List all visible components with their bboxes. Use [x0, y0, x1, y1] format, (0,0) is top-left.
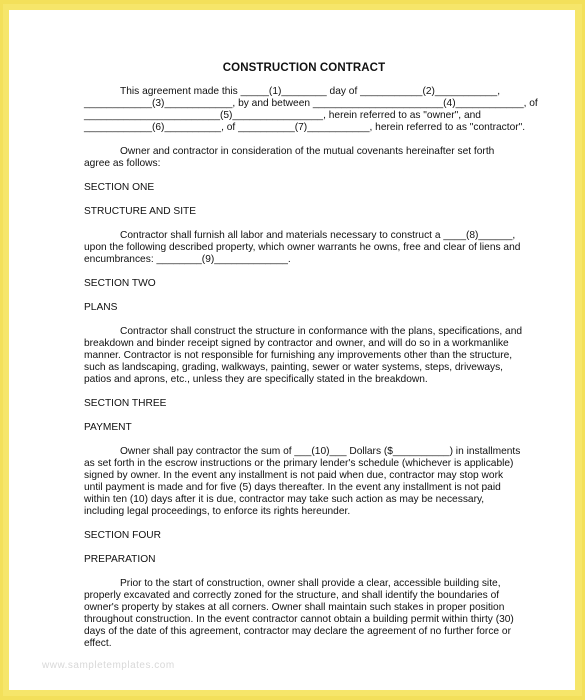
payment-line: signed by owner. In the event any installment is not paid when due, contractor may stop work: [84, 470, 504, 481]
intro-line: ________________________(5)________________, herein referred to as "owner", and: [84, 110, 481, 121]
payment-line: until payment is made and for five (5) days thereafter. In the event any installment is not paid: [84, 482, 501, 493]
consideration-paragraph: [84, 146, 524, 170]
document-page: [9, 10, 575, 690]
section-one-heading: SECTION ONE: [84, 182, 155, 193]
structure-paragraph: [84, 230, 524, 266]
payment-line: within ten (10) days after it is due, contractor may take such action as may be necessary,: [84, 494, 485, 505]
payment-line: Owner shall pay contractor the sum of ___(10)___ Dollars ($__________) in installments: [120, 446, 521, 457]
intro-paragraph: [84, 86, 538, 134]
intro-line: ____________(3)____________, by and between _______________________(4)____________, of: [84, 98, 538, 109]
plans-line: Contractor shall construct the structure in conformance with the plans, specifications, and: [120, 326, 523, 337]
preparation-line: Prior to the start of construction, owner shall provide a clear, accessible building site,: [120, 578, 501, 589]
section-three-heading: SECTION THREE: [84, 398, 167, 409]
plans-heading: PLANS: [84, 302, 118, 313]
preparation-heading: PREPARATION: [84, 554, 156, 565]
consideration-line: agree as follows:: [84, 158, 161, 169]
page-frame: [3, 4, 582, 696]
section-two-heading: SECTION TWO: [84, 278, 156, 289]
payment-heading: PAYMENT: [84, 422, 132, 433]
plans-line: such as landscaping, grading, walkways, painting, sewer or water systems, steps, driveways,: [84, 362, 504, 373]
payment-line: including legal proceedings, to enforce its rights hereunder.: [84, 506, 351, 517]
structure-heading: STRUCTURE AND SITE: [84, 206, 197, 217]
plans-paragraph: [84, 326, 524, 386]
plans-line: manner. Contractor is not responsible for furnishing any improvements other than the structure,: [84, 350, 513, 361]
document-title: CONSTRUCTION CONTRACT: [222, 62, 386, 74]
intro-line: This agreement made this _____(1)________ day of ___________(2)___________,: [120, 86, 501, 97]
preparation-line: properly excavated and correctly zoned for the structure, and shall identify the boundaries of: [84, 590, 500, 601]
payment-paragraph: [84, 446, 524, 518]
plans-line: patios and aprons, etc., unless they are specifically stated in the breakdown.: [84, 374, 428, 385]
preparation-line: throughout construction. In the event contractor cannot obtain a building permit within thirty (30): [84, 614, 514, 625]
structure-line: encumbrances: ________(9)_____________.: [84, 254, 291, 265]
document-body: [84, 62, 538, 662]
payment-line: as set forth in the escrow instructions or the primary lender's schedule (whichever is applicable): [84, 458, 514, 469]
preparation-line: effect.: [84, 638, 112, 649]
preparation-line: owner's property by stakes at all corners. Owner shall maintain such stakes in proper position: [84, 602, 505, 613]
preparation-line: days of the date of this agreement, contractor may declare the agreement of no further force or: [84, 626, 511, 637]
preparation-paragraph: [84, 578, 524, 650]
intro-line: ____________(6)__________, of __________(7)___________, herein referred to as "contractor".: [84, 122, 526, 133]
consideration-line: Owner and contractor in consideration of the mutual covenants hereinafter set forth: [120, 146, 495, 157]
watermark-text: www.sampletemplates.com: [42, 660, 175, 671]
structure-line: upon the following described property, which owner warrants he owns, free and clear of liens and: [84, 242, 521, 253]
structure-line: Contractor shall furnish all labor and materials necessary to construct a ____(8)______,: [120, 230, 516, 241]
section-four-heading: SECTION FOUR: [84, 530, 161, 541]
plans-line: breakdown and binder receipt signed by contractor and owner, and will do so in a workmanlike: [84, 338, 509, 349]
